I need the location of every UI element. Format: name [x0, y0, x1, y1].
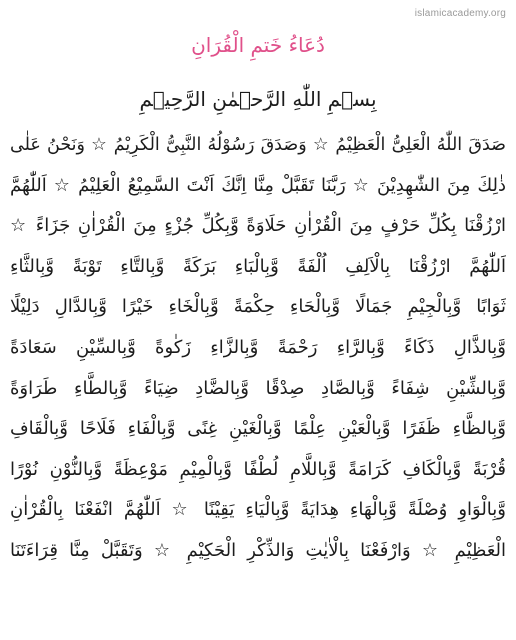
dua-line: وَّبِالظَّاءِ ظَفَرًا وَّبِالْعَیْنِ عِلْمًا وَّبِالْغَیْنِ غِنًی وَّبِالْفَاءِ فَلَاحًا وَّبِالْقَافِ: [10, 418, 506, 440]
dua-text-body: [10, 125, 506, 572]
dua-line: ارْزُقْنَا بِكُلِّ حَرْفٍ مِنَ الْقُرْاٰنِ حَلَاوَةً وَّبِكُلِّ جُزْءٍ مِنَ الْقُرْاٰنِ جَزَاءً ☆: [10, 215, 506, 237]
dua-line: ذٰلِكَ مِنَ الشّٰهِدِیْنَ ☆ رَبَّنَا تَقَبَّلْ مِنَّا اِنَّكَ اَنْتَ السَّمِیْعُ الْعَلِیْمُ ☆ اَللّٰهُمَّ: [10, 174, 506, 196]
dua-line: وَّبِالذَّالِ ذَكَاءً وَّبِالرَّاءِ رَحْمَةً وَّبِالزَّاءِ زَكٰوةً وَّبِالسِّیْنِ سَعَادَةً: [10, 336, 506, 358]
dua-line: اَللّٰهُمَّ ارْزُقْنَا بِالْاَلِفِ اُلْفَةً وَّبِالْبَاءِ بَرَكَةً وَّبِالتَّاءِ تَوْبَةً وَّبِالثَّاءِ: [10, 255, 506, 277]
dua-line: وَّبِالْوَاوِ وُصْلَةً وَّبِالْهَاءِ هِدَایَةً وَّبِالْیَاءِ یَقِیْنًا ☆ اَللّٰهُمَّ انْفَعْنَا بِالْقُرْاٰنِ: [10, 499, 506, 521]
dua-line: وَّبِالشِّیْنِ شِفَاءً وَّبِالصَّادِ صِدْقًا وَّبِالضَّادِ ضِیَاءً وَّبِالطَّاءِ طَرَاوَةً: [10, 377, 506, 399]
dua-line: ثَوَابًا وَّبِالْجِیْمِ جَمَالًا وَّبِالْحَاءِ حِكْمَةً وَّبِالْخَاءِ خَیْرًا وَّبِالدَّالِ دَلِیْلًا: [10, 296, 506, 318]
dua-line: الْعَظِیْمِ ☆ وَارْفَعْنَا بِالْاٰیٰتِ وَالذِّكْرِ الْحَكِیْمِ ☆ وَتَقَبَّلْ مِنَّا قِرَاءَتَنَا: [10, 539, 506, 561]
basmala-heading: بِسۡمِ اللّٰهِ الرَّحۡمٰنِ الرَّحِیۡمِ: [139, 87, 377, 111]
dua-line: قُرْبَةً وَّبِالْكَافِ كَرَامَةً وَّبِاللَّامِ لُطْفًا وَّبِالْمِیْمِ مَوْعِظَةً وَّبِالنُّوْنِ نُوْرًا: [10, 458, 506, 480]
page-title: دُعَاءُ خَتمِ الْقُرَانِ: [191, 33, 325, 57]
source-watermark: islamicacademy.org: [414, 8, 506, 19]
dua-line: صَدَقَ اللّٰهُ الْعَلِیُّ الْعَظِیْمُ ☆ وَصَدَقَ رَسُوْلُهُ النَّبِیُّ الْكَرِیْمُ ☆ وَنَحْنُ عَلٰی: [10, 135, 506, 155]
